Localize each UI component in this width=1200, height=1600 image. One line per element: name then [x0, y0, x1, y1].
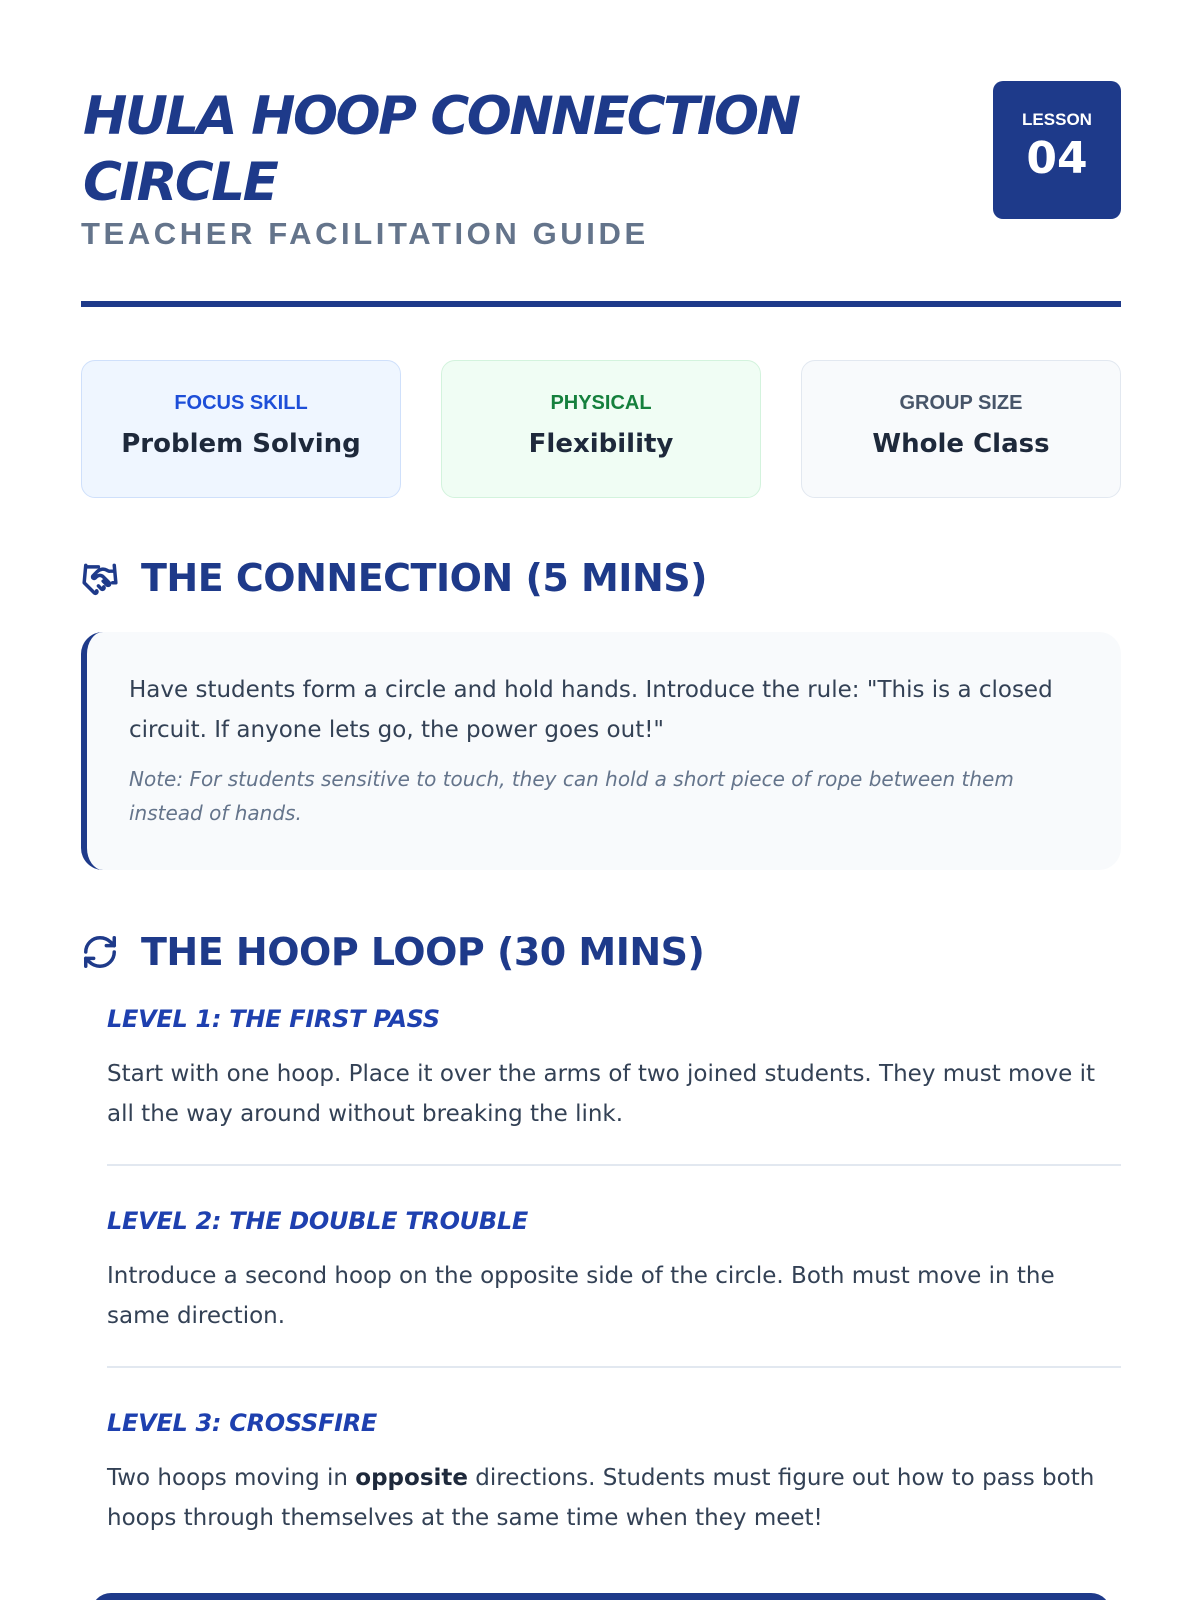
level-text	[107, 1458, 1121, 1538]
level-text-emphasis: opposite	[355, 1465, 468, 1491]
connection-heading	[81, 553, 1121, 603]
level-text: Start with one hoop. Place it over the arms of two joined students. They must move it all the way around without breaking the link.	[107, 1061, 1096, 1127]
page-subtitle: TEACHER FACILITATION GUIDE	[81, 216, 649, 251]
lesson-number: 04	[1026, 133, 1088, 184]
header-divider	[81, 301, 1121, 307]
level-divider	[107, 1366, 1121, 1368]
card-label: GROUP SIZE	[899, 392, 1023, 414]
section-title: THE HOOP LOOP (30 MINS)	[141, 930, 705, 974]
lesson-page	[81, 0, 1121, 1600]
level-title: LEVEL 3: CROSSFIRE	[107, 1409, 377, 1437]
section-title: THE CONNECTION (5 MINS)	[141, 556, 707, 600]
card-value: Flexibility	[528, 429, 674, 459]
level-text: Introduce a second hoop on the opposite side of the circle. Both must move in the same direction.	[107, 1263, 1055, 1329]
lesson-label: LESSON	[1022, 110, 1092, 129]
level-title: LEVEL 1: THE FIRST PASS	[107, 1005, 440, 1033]
card-label: FOCUS SKILL	[174, 392, 308, 414]
level-text-end: directions. Students must figure out how to pass both hoops through themselves at the same time when they meet!	[107, 1465, 1095, 1531]
card-label: PHYSICAL	[550, 392, 652, 414]
level-title: LEVEL 2: THE DOUBLE TROUBLE	[107, 1207, 528, 1235]
stat-cards	[81, 360, 1121, 498]
handshake-icon	[81, 559, 119, 597]
page-title: HULA HOOP CONNECTION CIRCLE	[83, 86, 799, 213]
refresh-icon	[81, 933, 119, 971]
card-value: Problem Solving	[121, 429, 361, 459]
focus-skill-card	[81, 360, 401, 498]
bottom-banner	[91, 1593, 1111, 1600]
connection-note: Note: For students sensitive to touch, they can hold a short piece of rope between them instead of hands.	[129, 767, 1014, 825]
level-divider	[107, 1164, 1121, 1166]
lesson-badge	[993, 81, 1121, 219]
connection-callout	[81, 632, 1121, 870]
level-text-start: Two hoops moving in	[107, 1465, 356, 1491]
card-value: Whole Class	[872, 429, 1050, 459]
connection-text: Have students form a circle and hold hands. Introduce the rule: "This is a closed circuit. If anyone lets go, the power goes out!"	[129, 677, 1053, 743]
physical-card	[441, 360, 761, 498]
page-header	[81, 78, 1121, 310]
hoop-loop-heading	[81, 927, 1121, 977]
group-size-card	[801, 360, 1121, 498]
